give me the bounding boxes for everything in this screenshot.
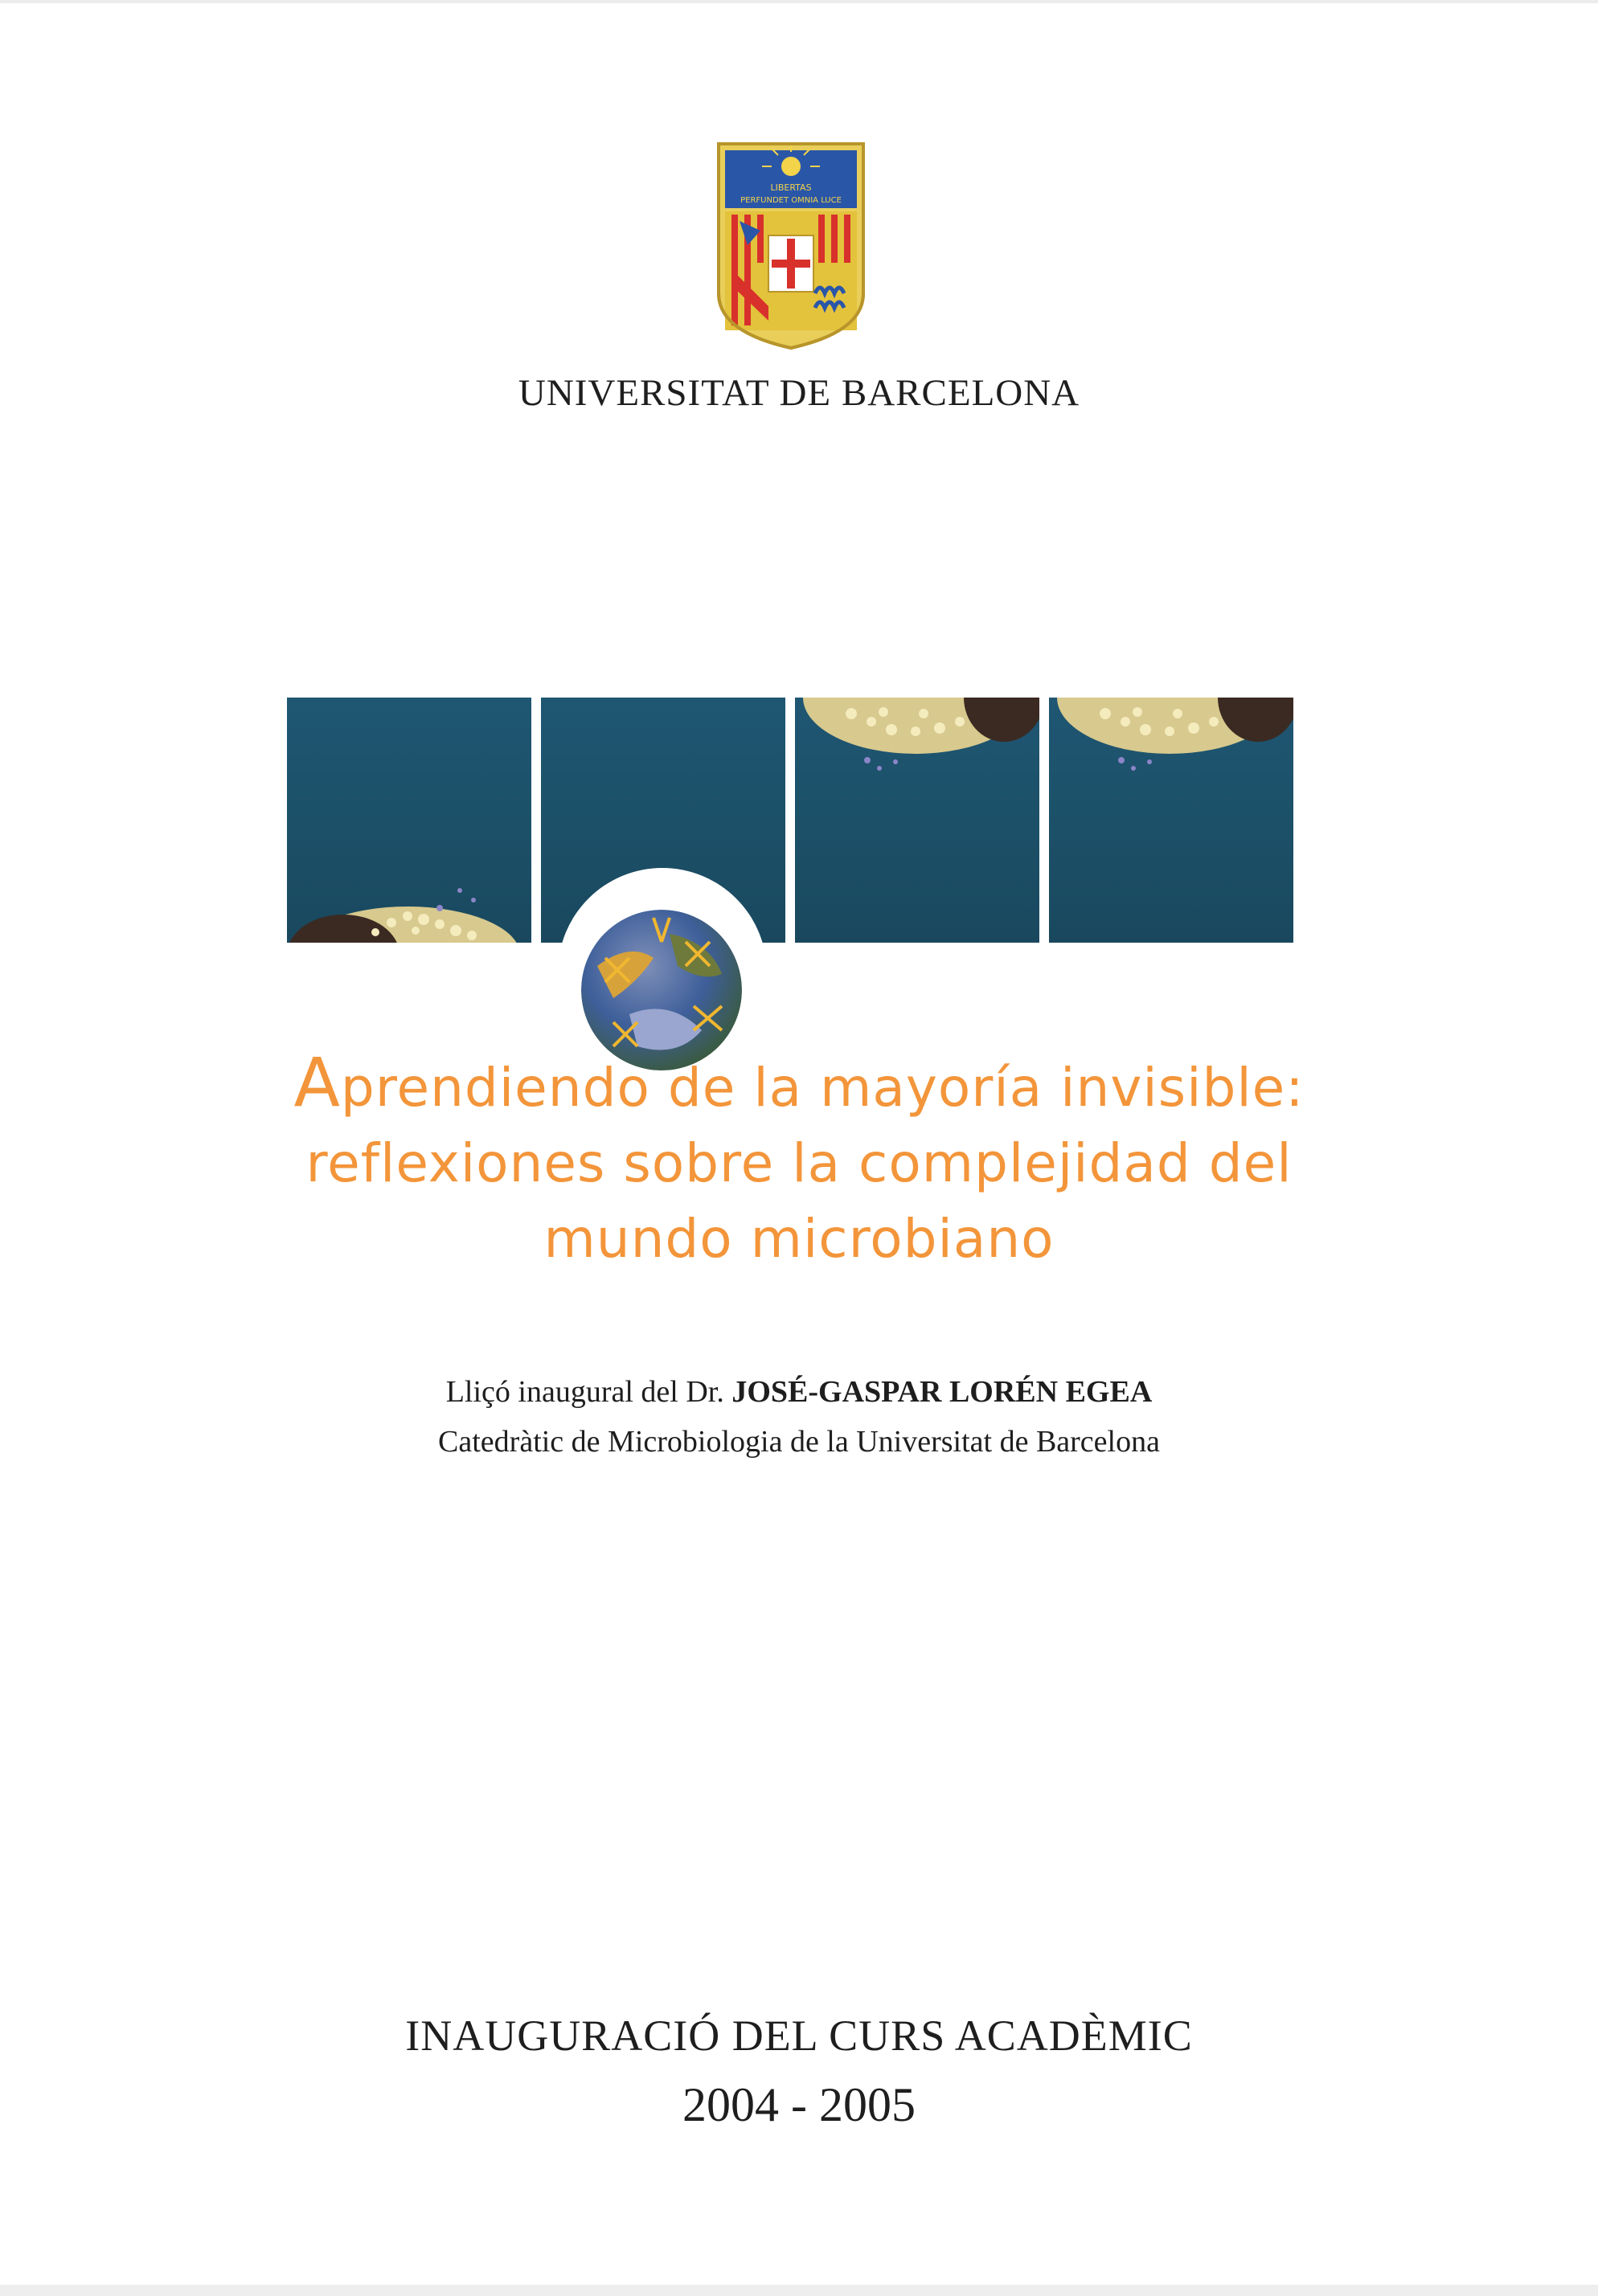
title-line-1 xyxy=(129,1045,1469,1126)
academic-year: 2004 - 2005 xyxy=(682,2078,916,2131)
title-line-1-rest: prendiendo de la mayoría invisible: xyxy=(340,1057,1305,1119)
university-name: UNIVERSITAT DE BARCELONA xyxy=(518,372,1080,414)
book-title xyxy=(129,1045,1469,1277)
micrograph-panel-3 xyxy=(795,698,1039,943)
svg-text:LIBERTAS: LIBERTAS xyxy=(770,182,812,193)
svg-text:PERFUNDET OMNIA LUCE: PERFUNDET OMNIA LUCE xyxy=(740,196,842,205)
micrograph-panel-1 xyxy=(287,698,531,943)
university-crest xyxy=(715,141,867,351)
lecture-line xyxy=(0,1374,1598,1410)
lecture-prefix: Lliçó inaugural del Dr. xyxy=(445,1375,732,1409)
author-position: Catedràtic de Microbiologia de la Universitat de Barcelona xyxy=(438,1425,1160,1459)
micrograph-panel-4 xyxy=(1049,698,1293,943)
title-line-2: reflexiones sobre la complejidad del xyxy=(305,1132,1293,1194)
author-name: JOSÉ-GASPAR LORÉN EGEA xyxy=(731,1375,1153,1409)
title-initial: A xyxy=(293,1043,341,1122)
event-title: INAUGURACIÓ DEL CURS ACADÈMIC xyxy=(405,2012,1193,2060)
title-line-3: mundo microbiano xyxy=(543,1208,1055,1270)
